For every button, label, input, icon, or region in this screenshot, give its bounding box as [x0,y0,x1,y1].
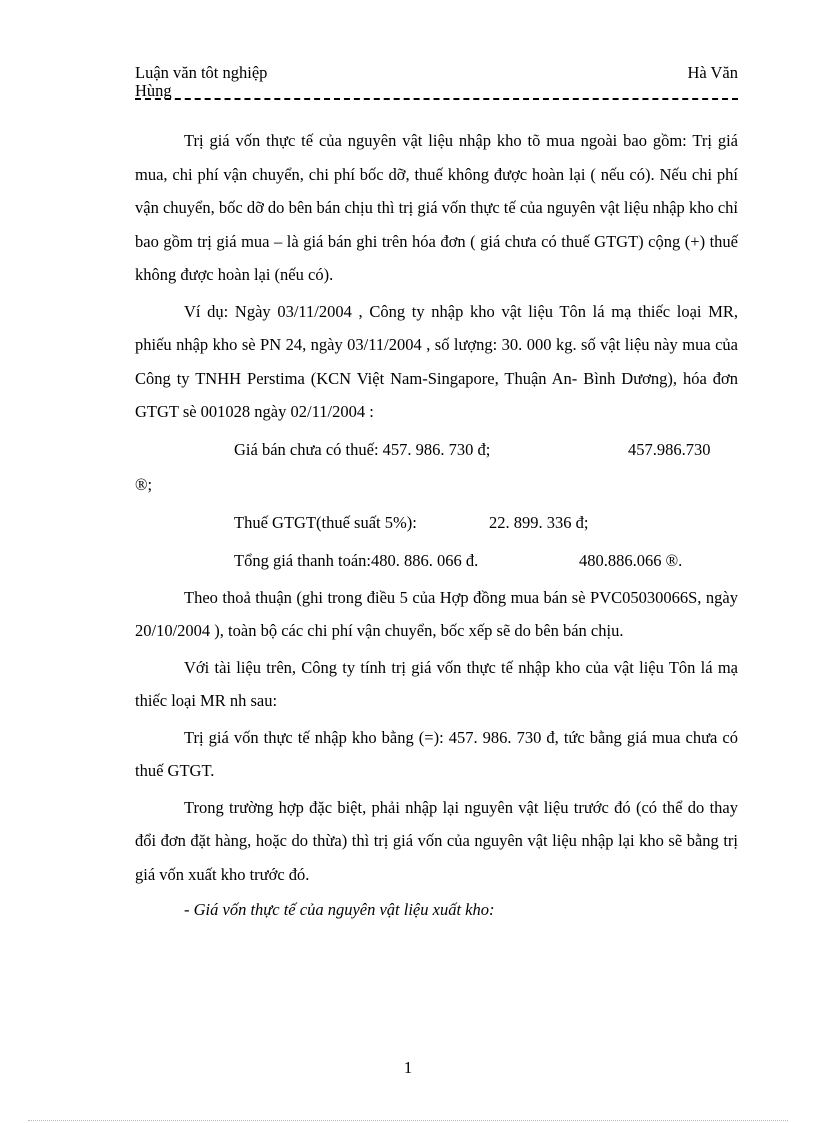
bullet-export-cost: - Giá vốn thực tế của nguyên vật liệu xuất kho: [184,900,495,919]
header-divider [135,98,738,100]
calc-line-price [135,432,738,467]
paragraph-result: Trị giá vốn thực tế nhập kho bằng (=): 457. 986. 730 đ, tức bằng giá mua chưa có thuế GTGT. [135,727,738,780]
paragraph-example: Ví dụ: Ngày 03/11/2004 , Công ty nhập kho vật liệu Tôn lá mạ thiếc loại MR, phiếu nhập kho sè PN 24, ngày 03/11/2004 , số lượng: 30. 000 kg. số vật liệu này mua của Công ty TNHH Perstima (KCN Việt Nam-Singapore, Thuận An- Bình Dương), hóa đơn GTGT sè 001028 ngày 02/11/2004 : [135,301,738,421]
calc-line-total [135,543,738,578]
paragraph-cost-definition: Trị giá vốn thực tế của nguyên vật liệu nhập kho tõ mua ngoài bao gồm: Trị giá mua, chi phí vận chuyển, chi phí bốc dỡ, thuế không được hoàn lại ( nếu có). Nếu chi phí vận chuyển, bốc dỡ do bên bán chịu thì trị giá vốn thực tế của nguyên vật liệu nhập kho chỉ bao gồm trị giá mua – là giá bán ghi trên hóa đơn ( giá chưa có thuế GTGT) cộng (+) thuế không được hoàn lại (nếu có). [135,131,738,284]
calc-line-vat [135,505,738,540]
page-number: 1 [403,1058,413,1077]
paragraph-special-case: Trong trường hợp đặc biệt, phải nhập lại nguyên vật liệu trước đó (có thể do thay đổi đơn đặt hàng, hoặc do thừa) thì trị giá vốn của nguyên vật liệu nhập lại kho sẽ bằng trị giá vốn xuất kho trước đó. [135,797,738,884]
calc-price-value: 457.986.730 [628,439,711,459]
calc-vat-value: 22. 899. 336 đ; [489,512,589,532]
header-title: Luận văn tôt nghiệp [135,63,268,82]
calc-total-label: Tổng giá thanh toán:480. 886. 066 đ. [234,550,479,570]
paragraph-calculation: Với tài liệu trên, Công ty tính trị giá vốn thực tế nhập kho của vật liệu Tôn lá mạ thiếc loại MR nh sau: [135,657,738,710]
header-author: Hà Văn [687,63,738,82]
calc-total-value: 480.886.066 ®. [579,550,683,570]
calc-price-wrap: ®; [135,474,153,494]
header-author-wrap: Hùng [135,81,172,100]
calc-price-label: Giá bán chưa có thuế: 457. 986. 730 đ; [234,439,491,459]
calc-vat-label: Thuế GTGT(thuế suất 5%): [234,512,417,532]
calc-line-price-wrap [135,467,738,502]
document-body [135,124,738,926]
page-bottom-divider [28,1120,788,1121]
paragraph-agreement: Theo thoả thuận (ghi trong điều 5 của Hợp đồng mua bán sè PVC05030066S, ngày 20/10/2004 ), toàn bộ các chi phí vận chuyển, bốc xếp sẽ do bên bán chịu. [135,587,738,640]
